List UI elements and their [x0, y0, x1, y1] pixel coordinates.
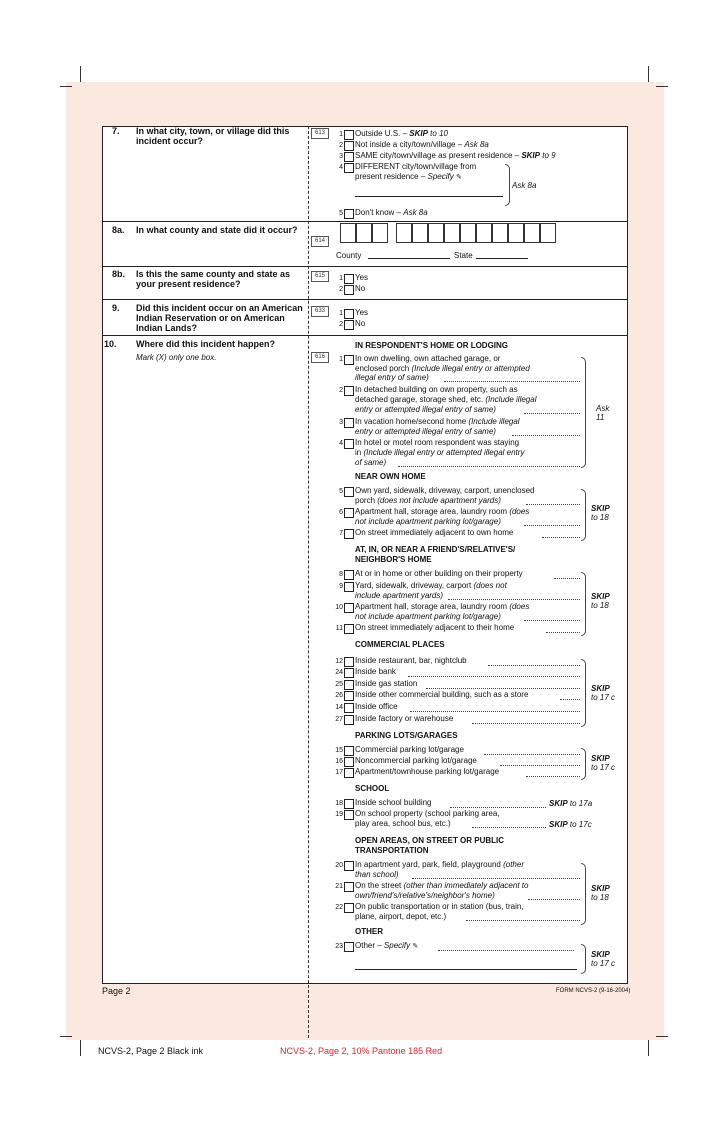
option-label: Outside U.S. – SKIP to 10 [355, 129, 448, 138]
option-label: On street immediately adjacent to their home [355, 623, 515, 632]
skip-instruction: SKIP to 18 [591, 592, 610, 610]
brace [581, 659, 586, 727]
option-code: 1 [339, 275, 343, 282]
option-label-cont: plane, airport, depot, etc.) [355, 912, 447, 921]
leader-dots [466, 913, 580, 921]
option-label: In apartment yard, park, field, playground (other [355, 860, 524, 869]
option-label-cont: present residence – Specify ✎ [355, 172, 462, 181]
option-label: Inside factory or warehouse [355, 714, 454, 723]
section-title: OTHER [355, 927, 383, 936]
skip-instruction: SKIP to 17a [549, 799, 593, 808]
code-cell[interactable] [428, 223, 444, 243]
option-code: 7 [339, 530, 343, 537]
state-label: State [454, 251, 473, 260]
section-title: NEAR OWN HOME [355, 472, 426, 481]
option-label-cont: include apartment yards) [355, 591, 444, 600]
leader-dots [526, 497, 580, 505]
skip-instruction: SKIP to 17 c [591, 684, 616, 702]
code-cell[interactable] [356, 223, 372, 243]
option-label: In detached building on own property, such as [355, 385, 518, 394]
option-label: Commercial parking lot/garage [355, 745, 464, 754]
checkbox[interactable] [344, 624, 354, 634]
question-text: In what county and state did it occur? [136, 225, 298, 235]
brace [581, 572, 586, 636]
checkbox[interactable] [344, 810, 354, 820]
crop-mark [656, 86, 668, 87]
checkbox[interactable] [344, 309, 354, 319]
leader-dots [512, 428, 580, 436]
leader-dots [484, 747, 580, 755]
checkbox[interactable] [344, 163, 354, 173]
checkbox[interactable] [344, 439, 354, 449]
checkbox[interactable] [344, 757, 354, 767]
option-label-cont: of same) [355, 458, 387, 467]
option-label: Own yard, sidewalk, driveway, carport, unenclosed [355, 486, 535, 495]
option-code: 19 [335, 811, 343, 818]
option-label: Don't know – Ask 8a [355, 208, 428, 217]
option-code: 18 [335, 800, 343, 807]
item-number: 633 [311, 306, 329, 317]
option-label: Inside gas station [355, 679, 418, 688]
checkbox[interactable] [344, 703, 354, 713]
brace [581, 489, 586, 541]
option-label: Noncommercial parking lot/garage [355, 756, 477, 765]
ink-note-black: NCVS-2, Page 2 Black ink [98, 1046, 204, 1056]
brace [581, 863, 586, 925]
brace [581, 748, 586, 780]
option-label-cont: not include apartment parking lot/garage) [355, 612, 501, 621]
section-title: PARKING LOTS/GARAGES [355, 731, 458, 740]
option-label: On the street (other than immediately adjacent to [355, 881, 529, 890]
option-code: 8 [339, 571, 343, 578]
option-label: In vacation home/second home (Include illegal [355, 417, 520, 426]
skip-instruction: SKIP to 18 [591, 884, 610, 902]
code-cell[interactable] [540, 223, 556, 243]
checkbox[interactable] [344, 209, 354, 219]
question-note: Mark (X) only one box. [136, 353, 217, 362]
option-code: 17 [335, 769, 343, 776]
option-label-cont: entry or attempted illegal entry of same) [355, 405, 496, 414]
option-code: 5 [339, 210, 343, 217]
row-separator [102, 266, 628, 267]
leader-dots [554, 571, 580, 579]
option-label: On public transportation or in station (bus, train, [355, 902, 524, 911]
section-title: OPEN AREAS, ON STREET OR PUBLIC [355, 836, 505, 845]
item-number: 613 [311, 128, 329, 139]
row-separator [102, 221, 628, 222]
option-label: In own dwelling, own attached garage, or [355, 354, 501, 363]
question-text: Did this incident occur on an American Indian Reservation or on American Indian Lands? [136, 303, 303, 333]
item-number: 615 [311, 271, 329, 282]
option-code: 11 [335, 625, 343, 632]
option-code: 25 [335, 681, 343, 688]
checkbox[interactable] [344, 130, 354, 140]
option-code: 3 [339, 419, 343, 426]
leader-dots [450, 800, 546, 808]
leader-dots [426, 681, 580, 689]
crop-mark [60, 86, 72, 87]
option-code: 16 [335, 758, 343, 765]
county-label: County [336, 251, 362, 260]
section-title-cont: NEIGHBOR'S HOME [355, 555, 432, 564]
code-cell[interactable] [412, 223, 428, 243]
option-label: Not inside a city/town/village – Ask 8a [355, 140, 489, 149]
option-code: 5 [339, 488, 343, 495]
leader-dots [488, 658, 580, 666]
option-label: Apartment hall, storage area, laundry room (does [355, 507, 530, 516]
option-code: 6 [339, 509, 343, 516]
option-label: Inside bank [355, 667, 396, 676]
code-cell[interactable] [396, 223, 412, 243]
checkbox[interactable] [344, 320, 354, 330]
option-label: Apartment hall, storage area, laundry room (does [355, 602, 530, 611]
option-label: Inside office [355, 702, 398, 711]
skip-instruction: SKIP to 17c [549, 820, 592, 829]
row-separator [102, 335, 628, 336]
code-cell[interactable] [372, 223, 388, 243]
option-code: 12 [335, 658, 343, 665]
option-label-cont: entry or attempted illegal entry of same) [355, 427, 496, 436]
option-label-cont: own/friend's/relative's/neighbor's home) [355, 891, 495, 900]
checkbox[interactable] [344, 768, 354, 778]
option-code: 26 [335, 692, 343, 699]
leader-dots [408, 669, 580, 677]
option-label-cont: in (Include illegal entry or attempted illegal entry [355, 448, 525, 457]
checkbox[interactable] [344, 715, 354, 725]
option-label: Yes [355, 273, 369, 282]
checkbox[interactable] [344, 487, 354, 497]
checkbox[interactable] [344, 274, 354, 284]
code-cell[interactable] [460, 223, 476, 243]
checkbox[interactable] [344, 386, 354, 396]
option-code: 23 [335, 943, 343, 950]
option-label: Yard, sidewalk, driveway, carport (does not [355, 581, 507, 590]
question-number: 9. [112, 303, 120, 313]
checkbox[interactable] [344, 285, 354, 295]
section-title: AT, IN, OR NEAR A FRIEND'S/RELATIVE'S/ [355, 545, 516, 554]
option-code: 2 [339, 321, 343, 328]
leader-dots [524, 613, 580, 621]
county-line[interactable] [368, 258, 450, 259]
leader-dots [448, 592, 580, 600]
leader-dots [472, 716, 580, 724]
leader-dots [410, 704, 580, 712]
pencil-icon: ✎ [412, 943, 419, 950]
leader-dots [546, 625, 580, 633]
question-number: 10. [104, 339, 117, 349]
crop-mark [80, 1040, 81, 1056]
option-code: 2 [339, 142, 343, 149]
checkbox[interactable] [344, 861, 354, 871]
checkbox[interactable] [344, 529, 354, 539]
option-label: No [355, 284, 366, 293]
brace [581, 357, 586, 468]
question-number: 8a. [112, 225, 125, 235]
option-label-cont: enclosed porch (Include illegal entry or attempted [355, 364, 530, 373]
option-label-cont: illegal entry of same) [355, 373, 429, 382]
leader-dots [500, 758, 580, 766]
question-text: In what city, town, or village did this incident occur? [136, 126, 290, 146]
question-number: 7. [112, 126, 120, 136]
crop-mark [648, 66, 649, 82]
checkbox[interactable] [344, 582, 354, 592]
crop-mark [80, 66, 81, 82]
checkbox[interactable] [344, 570, 354, 580]
leader-dots [444, 374, 580, 382]
option-label: Inside school building [355, 798, 432, 807]
option-label: Inside restaurant, bar, nightclub [355, 656, 467, 665]
option-label: Yes [355, 308, 369, 317]
item-number: 614 [311, 236, 329, 247]
question-number: 8b. [112, 269, 126, 279]
leader-dots [526, 769, 580, 777]
code-cell[interactable] [508, 223, 524, 243]
option-label: On street immediately adjacent to own home [355, 528, 514, 537]
skip-instruction: SKIP to 18 [591, 504, 610, 522]
leader-dots [524, 406, 580, 414]
option-code: 3 [339, 153, 343, 160]
checkbox[interactable] [344, 799, 354, 809]
option-label: Inside other commercial building, such as a store [355, 690, 529, 699]
checkbox[interactable] [344, 355, 354, 365]
crop-mark [656, 1036, 668, 1037]
checkbox[interactable] [344, 903, 354, 913]
checkbox[interactable] [344, 680, 354, 690]
option-code: 10 [335, 604, 343, 611]
specify-line[interactable] [355, 196, 503, 197]
ink-note-red: NCVS-2, Page 2, 10% Pantone 185 Red [280, 1046, 443, 1056]
question-text: Where did this incident happen? [136, 339, 276, 349]
option-label-cont: not include apartment parking lot/garage) [355, 517, 501, 526]
leader-dots [542, 530, 580, 538]
option-label: SAME city/town/village as present residence – SKIP to 9 [355, 151, 556, 160]
option-code: 14 [335, 704, 343, 711]
option-label: Apartment/townhouse parking lot/garage [355, 767, 500, 776]
crop-mark [648, 1040, 649, 1056]
option-label: At or in home or other building on their property [355, 569, 523, 578]
leader-dots [560, 692, 580, 700]
specify-line[interactable] [355, 969, 577, 970]
pencil-icon: ✎ [455, 174, 462, 181]
option-label-cont: play area, school bus, etc.) [355, 819, 451, 828]
state-line[interactable] [476, 258, 528, 259]
leader-dots [524, 518, 580, 526]
option-code: 1 [339, 310, 343, 317]
option-code: 21 [335, 883, 343, 890]
option-label-cont: than school) [355, 870, 399, 879]
page-label: Page 2 [102, 986, 131, 996]
option-label-cont: porch (does not include apartment yards) [355, 496, 501, 505]
skip-instruction: SKIP to 17 c [591, 754, 616, 772]
crop-mark [60, 1036, 72, 1037]
brace [581, 944, 586, 974]
section-title: IN RESPONDENT'S HOME OR LODGING [355, 341, 509, 350]
checkbox[interactable] [344, 746, 354, 756]
checkbox[interactable] [344, 508, 354, 518]
code-cell[interactable] [444, 223, 460, 243]
option-code: 4 [339, 440, 343, 447]
checkbox[interactable] [344, 657, 354, 667]
ask-note: Ask 8a [512, 181, 537, 190]
section-title: COMMERCIAL PLACES [355, 640, 445, 649]
option-code: 2 [339, 387, 343, 394]
code-cell[interactable] [492, 223, 508, 243]
section-title: SCHOOL [355, 784, 390, 793]
checkbox[interactable] [344, 141, 354, 151]
checkbox[interactable] [344, 418, 354, 428]
section-title-cont: TRANSPORTATION [355, 846, 429, 855]
leader-dots [438, 943, 574, 951]
leader-dots [398, 459, 580, 467]
skip-instruction: SKIP to 17 c [591, 950, 616, 968]
checkbox[interactable] [344, 668, 354, 678]
checkbox[interactable] [344, 603, 354, 613]
brace [505, 164, 510, 206]
option-code: 1 [339, 131, 343, 138]
leader-dots [412, 871, 580, 879]
option-code: 9 [339, 583, 343, 590]
option-label: In hotel or motel room respondent was staying [355, 438, 520, 447]
option-label: No [355, 319, 366, 328]
option-code: 4 [339, 164, 343, 171]
leader-dots [528, 892, 580, 900]
option-code: 2 [339, 286, 343, 293]
row-separator [102, 299, 628, 300]
option-code: 1 [339, 356, 343, 363]
checkbox[interactable] [344, 152, 354, 162]
item-number: 616 [311, 352, 329, 363]
code-cell[interactable] [524, 223, 540, 243]
question-text: Is this the same county and state as your present residence? [136, 269, 291, 289]
option-code: 22 [335, 904, 343, 911]
column-divider [308, 126, 309, 1038]
option-code: 20 [335, 862, 343, 869]
option-label-cont: detached garage, storage shed, etc. (Include illegal [355, 395, 537, 404]
checkbox[interactable] [344, 882, 354, 892]
checkbox[interactable] [344, 942, 354, 952]
code-cell[interactable] [340, 223, 356, 243]
option-label: Other – Specify ✎ [355, 941, 419, 950]
ask-note: Ask 11 [596, 404, 610, 422]
option-label: DIFFERENT city/town/village from [355, 162, 477, 171]
form-id: FORM NCVS-2 (9-16-2004) [556, 988, 631, 994]
code-cell[interactable] [476, 223, 492, 243]
option-code: 24 [335, 669, 343, 676]
checkbox[interactable] [344, 691, 354, 701]
leader-dots [472, 820, 546, 828]
option-code: 27 [335, 716, 343, 723]
option-code: 15 [335, 747, 343, 754]
option-label: On school property (school parking area, [355, 809, 500, 818]
